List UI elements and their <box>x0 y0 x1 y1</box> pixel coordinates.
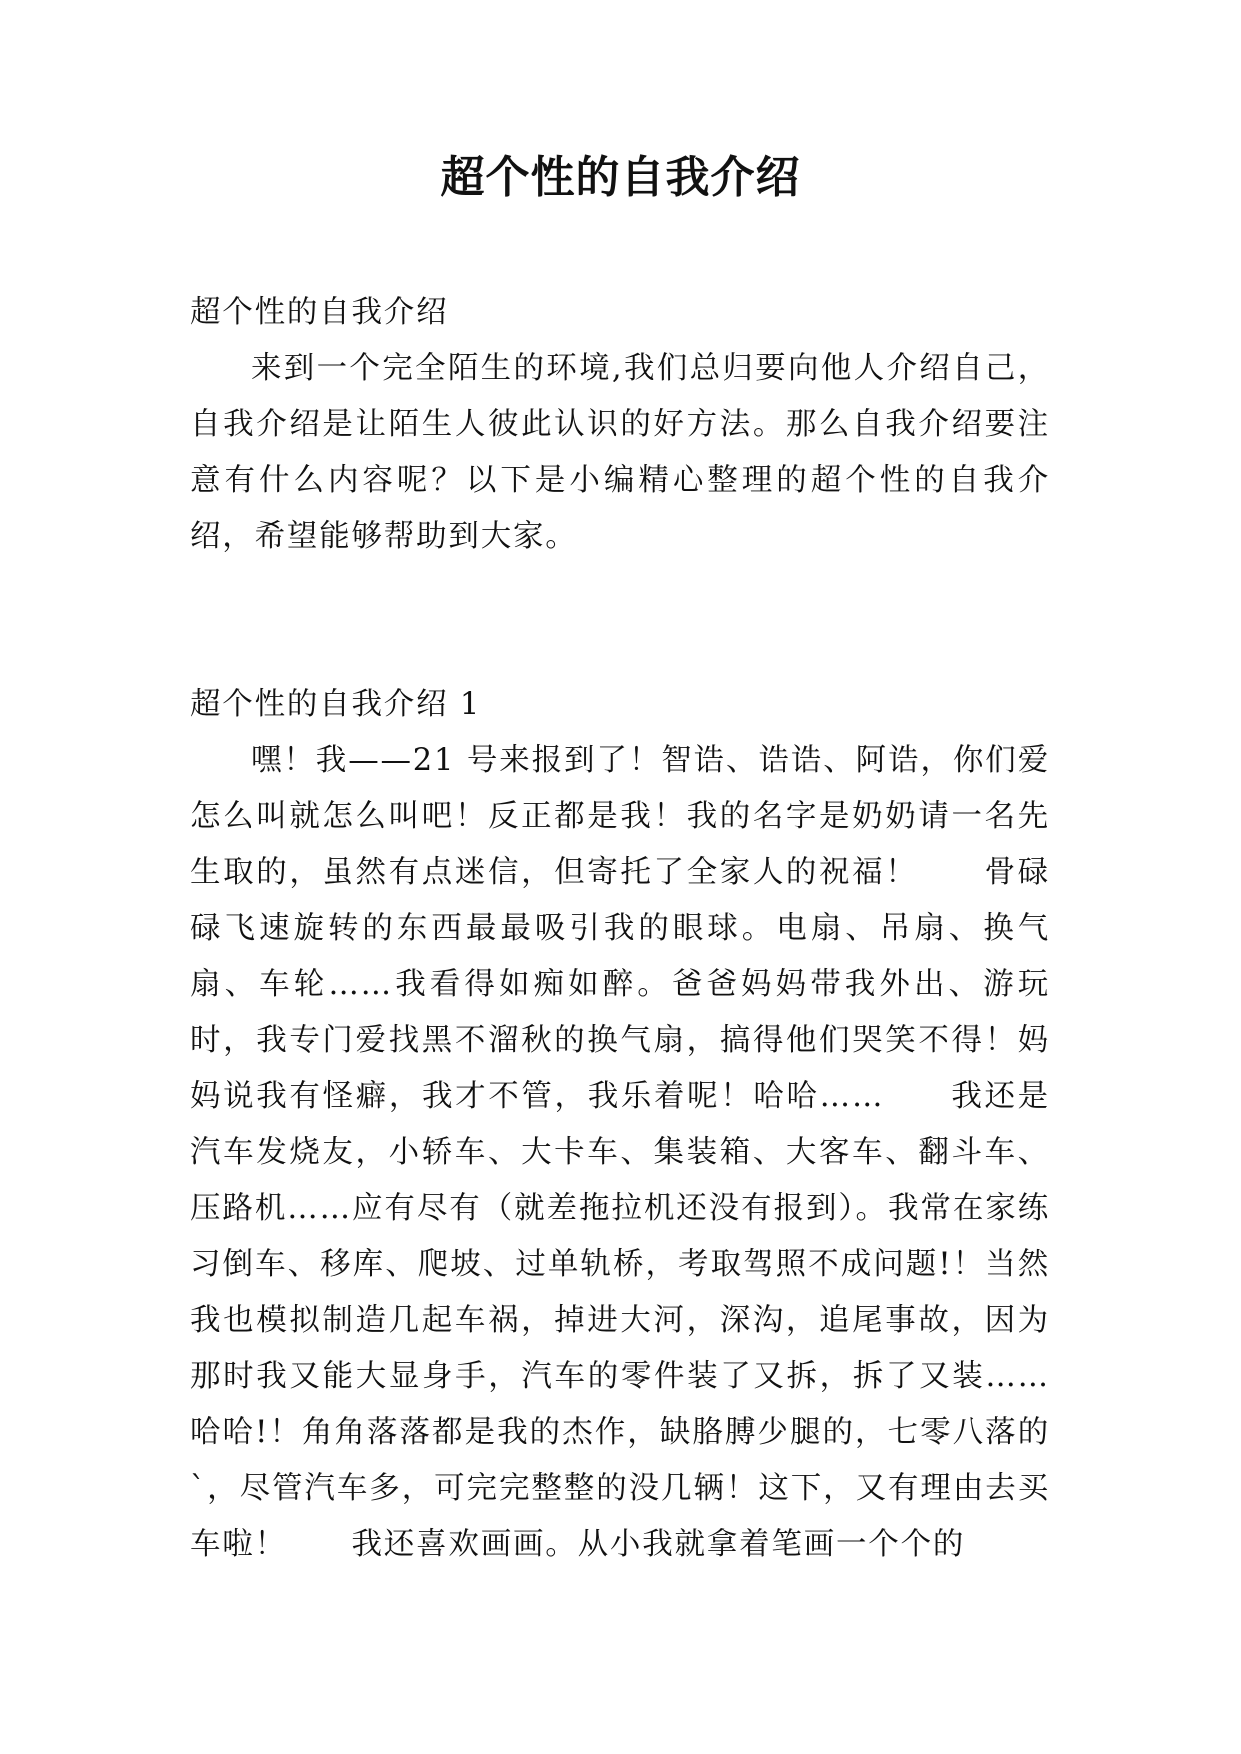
document-title: 超个性的自我介绍 <box>440 152 801 203</box>
document-body <box>190 285 1050 1573</box>
section-heading: 超个性的自我介绍 1 <box>190 687 482 722</box>
intro-paragraph: 来到一个完全陌生的环境,我们总归要向他人介绍自己，自我介绍是让陌生人彼此认识的好方法。那么自我介绍要注意有什么内容呢？以下是小编精心整理的超个性的自我介绍，希望能够帮助到大家。 <box>190 351 1050 554</box>
subtitle: 超个性的自我介绍 <box>190 295 449 330</box>
section-gap <box>190 565 1050 677</box>
section-paragraph: 嘿！我——21 号来报到了！智诰、诰诰、阿诰，你们爱怎么叫就怎么叫吧！反正都是我！我的名字是奶奶请一名先生取的，虽然有点迷信，但寄托了全家人的祝福！ 骨碌碌飞速旋转的东西最最吸引我的眼球。电扇、吊扇、换气扇、车轮……我看得如痴如醉。爸爸妈妈带我外出、游玩时，我专门爱找黑不溜秋的换气扇，搞得他们哭笑不得！妈妈说我有怪癖，我才不管，我乐着呢！哈哈…… 我还是汽车发烧友，小轿车、大卡车、集装箱、大客车、翻斗车、压路机……应有尽有（就差拖拉机还没有报到）。我常在家练习倒车、移库、爬坡、过单轨桥，考取驾照不成问题!！当然我也模拟制造几起车祸，掉进大河，深沟，追尾事故，因为那时我又能大显身手，汽车的零件装了又拆，拆了又装……哈哈!！角角落落都是我的杰作，缺胳膊少腿的，七零八落的`，尽管汽车多，可完完整整的没几辆！这下，又有理由去买车啦！ 我还喜欢画画。从小我就拿着笔画一个个的 <box>190 743 1050 1562</box>
